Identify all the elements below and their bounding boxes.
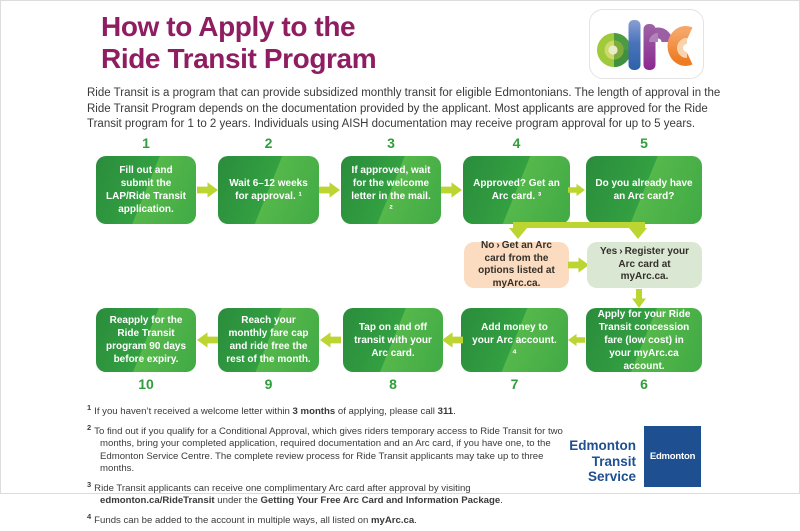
arc-logo (589, 9, 704, 79)
footnotes (87, 402, 569, 531)
decision-no-text: No › Get an Arc card from the options listed at myArc.ca. (478, 240, 555, 289)
step-number-7: 7 (510, 376, 519, 392)
arrowhead-down-icon (509, 228, 527, 239)
arrow-down-icon (631, 289, 647, 308)
step-number-10: 10 (138, 376, 154, 392)
footnote-marker: 4 (87, 512, 92, 522)
decision-yes-box (587, 242, 702, 288)
arrow-left-icon (320, 332, 341, 348)
step-number-1: 1 (142, 135, 150, 151)
arrow-left-icon (442, 332, 463, 348)
footnote-4: $^4$ Funds can be added to the account in multiple ways, all listed on myArc.ca. (87, 512, 417, 527)
step-box-6: Apply for your Ride Transit concession fare (low cost) in your myArc.ca account. (586, 308, 702, 372)
arrow-right-icon (568, 257, 589, 273)
arrowhead-down-icon (629, 228, 647, 239)
arrow-right-icon (441, 182, 462, 198)
ets-line3: Service (587, 469, 636, 484)
step-number-2: 2 (264, 135, 273, 151)
branch-connector-bar (513, 222, 645, 228)
footnote-marker: 2 (87, 422, 92, 432)
step-number-6: 6 (640, 376, 648, 392)
footnote-marker: 1 (87, 403, 92, 412)
step-number-4: 4 (512, 135, 521, 151)
decision-no-box (464, 242, 569, 288)
city-of-edmonton-logo (644, 426, 701, 487)
step-number-5: 5 (640, 135, 648, 151)
decision-yes-text: Yes › Register your Arc card at myArc.ca. (599, 246, 690, 283)
edmonton-wordmark: Edmonton (649, 451, 696, 462)
footnote-2: $^2$ To find out if you qualify for a Conditional Approval, which gives riders temporary access to Ride Transit for two months, bring your completed application, required documentation and an Arc card, if you have one, to the Edmonton Service Centre. The complete review process for Ride Transit applicants may take up to three months. (87, 422, 563, 475)
page-title-line2: Ride Transit Program (101, 43, 377, 74)
page-title (101, 11, 376, 75)
step-box-4: Approved? Get an Arc card. ³ (463, 156, 570, 224)
step-number-9: 9 (264, 376, 273, 392)
intro-text: Ride Transit is a program that can provide subsidized monthly transit for eligible Edmontonians. The length of approval in the Ride Transit Program depends on the documentation provided by the applicant. Most applicants are approved for the Ride Transit program for 1 to 2 years. Individuals using AISH documentation may receive program approval for up to 5 years. (87, 87, 721, 130)
ets-line1: Edmonton (569, 438, 636, 453)
footnote-1: $^1$ If you haven’t received a welcome letter within 3 months of applying, please call 311. (87, 403, 456, 417)
page-title-line1: How to Apply to the (101, 11, 356, 42)
step-box-7: Add money to your Arc account. ⁴ (461, 308, 568, 372)
footnote-marker: 3 (87, 480, 92, 490)
step-number-8: 8 (389, 376, 397, 392)
arrow-right-icon (197, 182, 218, 198)
step-box-8: Tap on and off transit with your Arc card. (343, 308, 443, 372)
arrow-right-icon (319, 182, 340, 198)
arrow-left-icon (568, 332, 585, 348)
step-box-10: Reapply for the Ride Transit program 90 days before expiry. (96, 308, 196, 372)
step-box-1: Fill out and submit the LAP/Ride Transit application. (96, 156, 196, 224)
step-box-5: Do you already have an Arc card? (586, 156, 702, 224)
step-box-3: If approved, wait for the welcome letter in the mail. ² (341, 156, 441, 224)
arc-logo-icon (590, 10, 701, 76)
ets-line2: Transit (591, 453, 636, 469)
step-box-9: Reach your monthly fare cap and ride free the rest of the month. (218, 308, 319, 372)
arrow-right-icon (568, 182, 585, 198)
arrow-left-icon (197, 332, 218, 348)
step-box-2: Wait 6–12 weeks for approval. ¹ (218, 156, 319, 224)
ets-wordmark (521, 438, 636, 485)
step-number-3: 3 (387, 135, 395, 151)
footnote-3: $^3$ Ride Transit applicants can receive one complimentary Arc card after approval by visiting edmonton.ca/RideTransit under the Getting Your Free Arc Card and Information Package. (87, 480, 503, 507)
